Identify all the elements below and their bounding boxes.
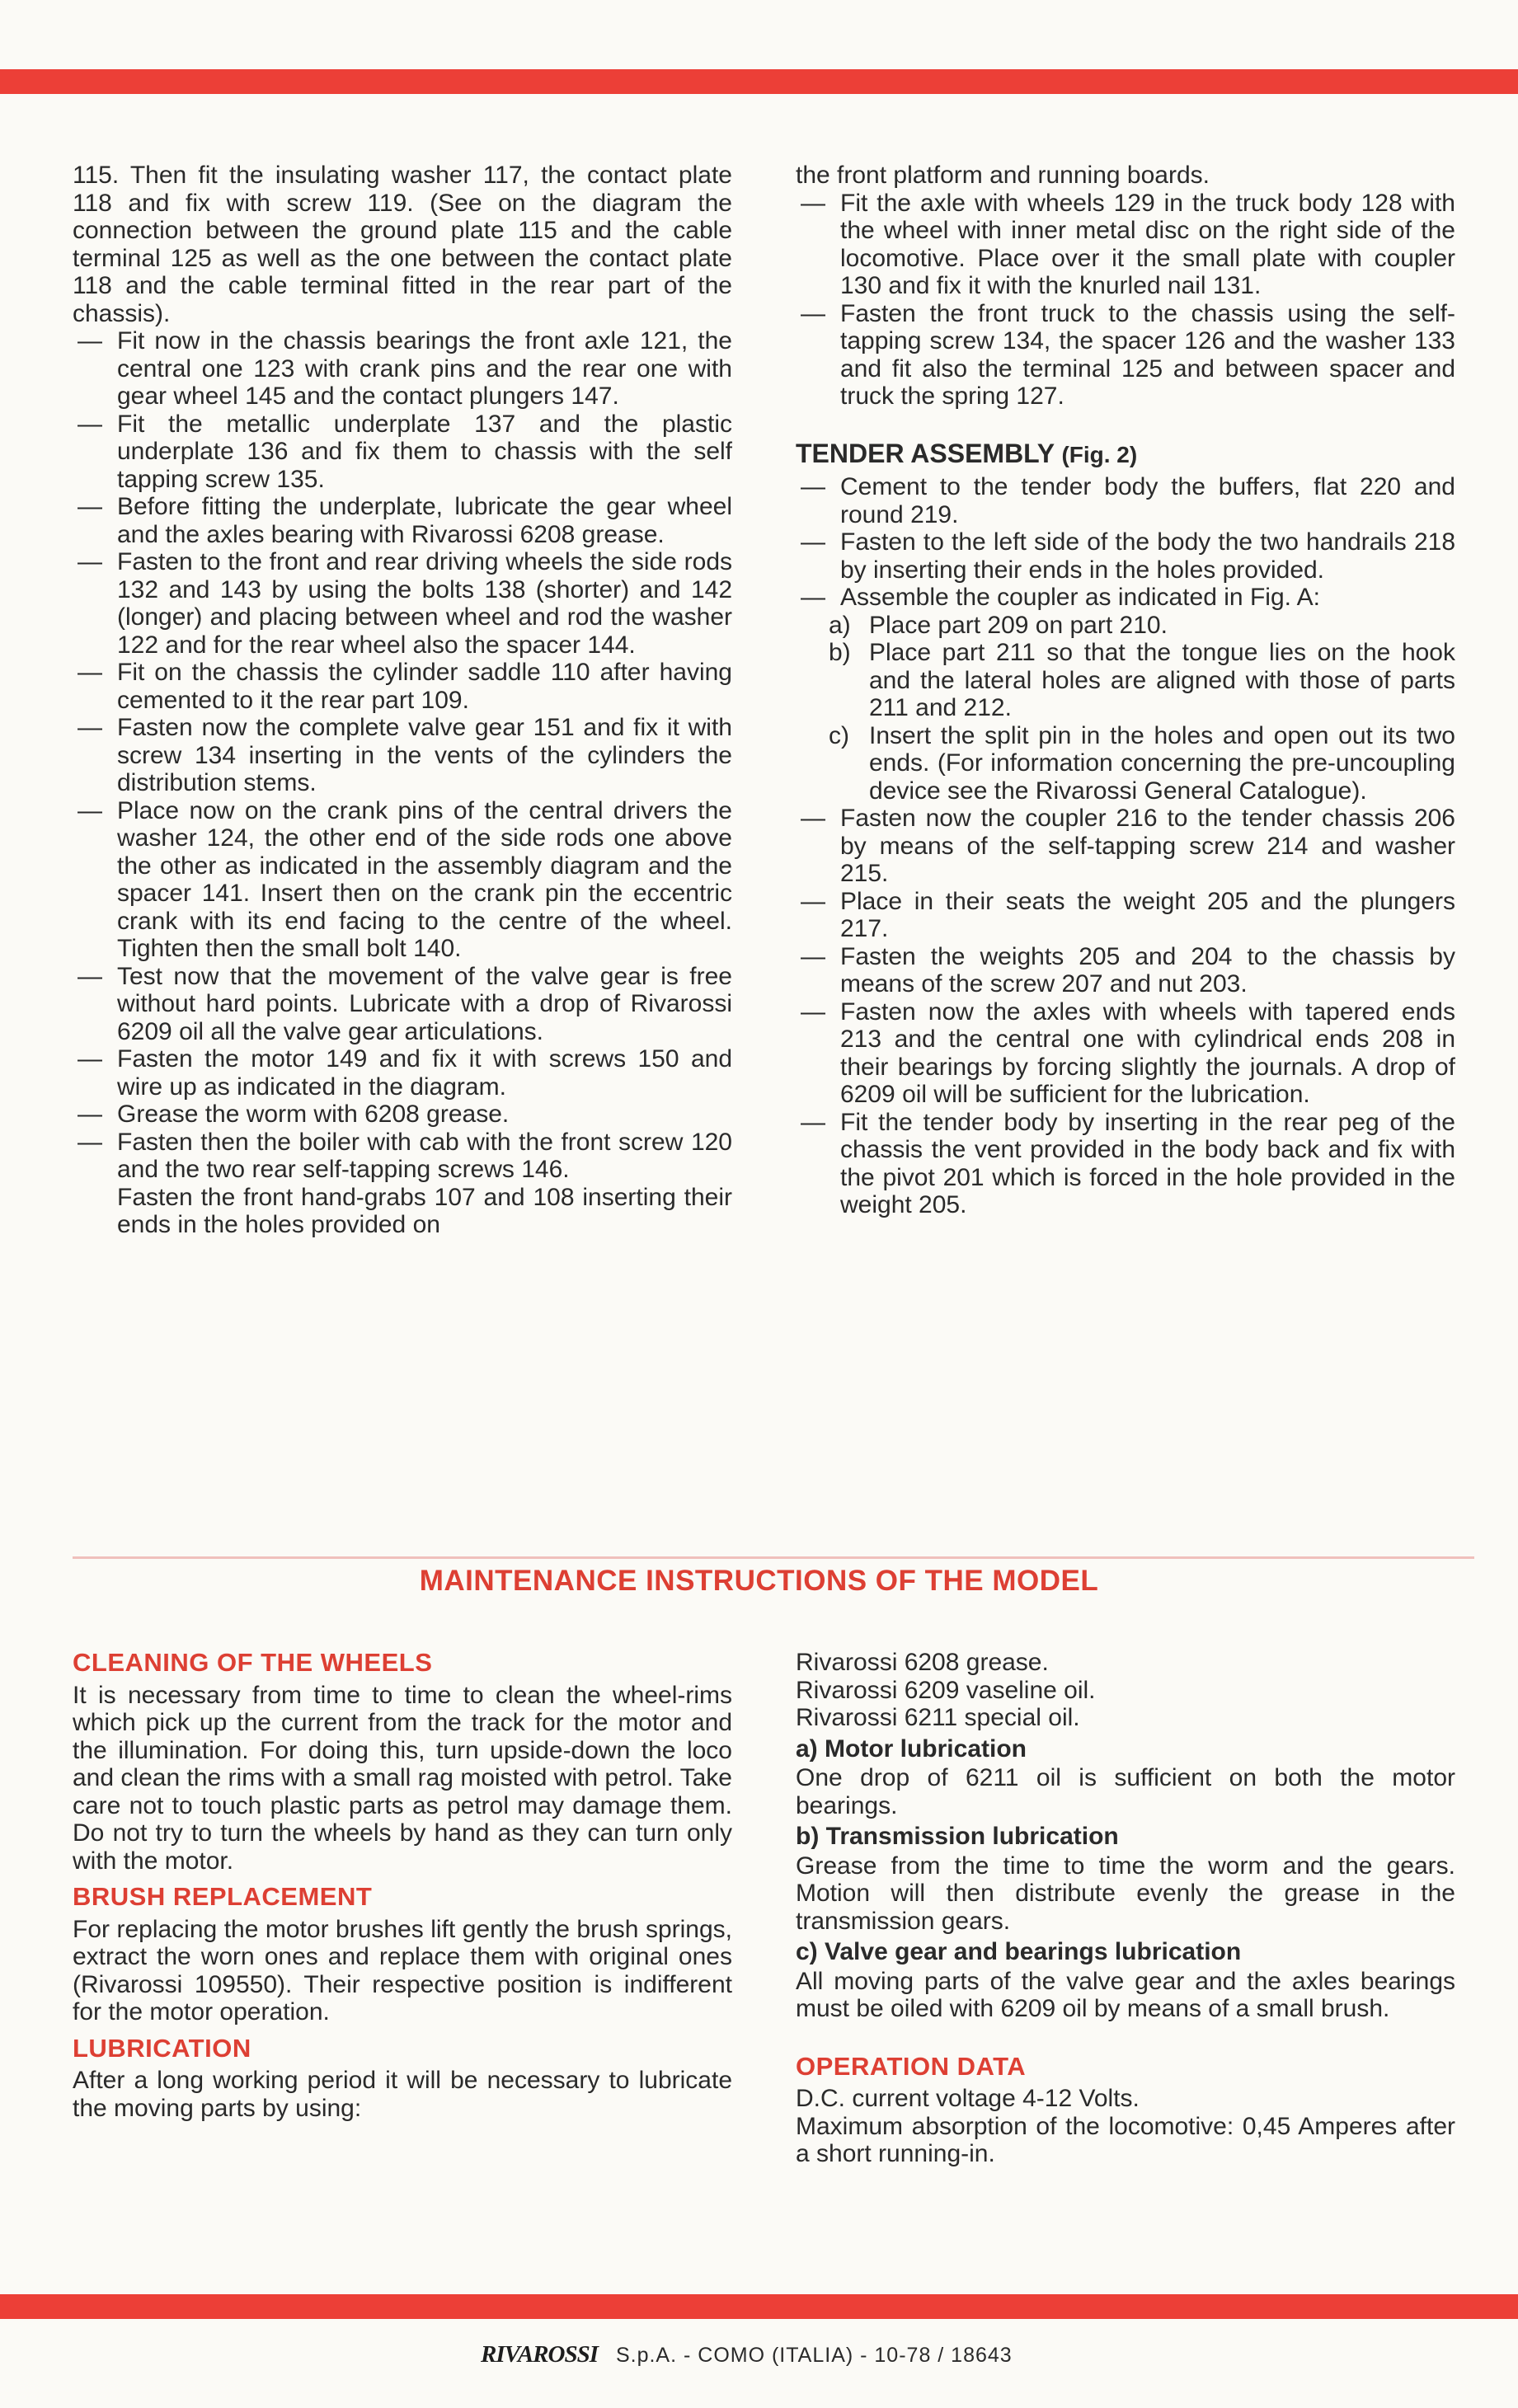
substep-text: Place part 209 on part 210. xyxy=(869,611,1168,639)
product-line-2: Rivarossi 6209 vaseline oil. xyxy=(796,1676,1096,1704)
list-dash: — xyxy=(801,887,825,915)
assembly-step-text: Fit the metallic underplate 137 and the plastic underplate 136 and fix them to chassis with the self tapping screw 135. xyxy=(117,410,732,493)
tender-step xyxy=(796,888,1455,943)
list-dash: — xyxy=(78,796,102,824)
maintenance-right-column xyxy=(796,1649,1455,2168)
tender-step xyxy=(796,473,1455,528)
assembly-list-right xyxy=(796,190,1455,411)
list-dash: — xyxy=(801,528,825,556)
coupler-substep xyxy=(796,639,1455,722)
list-dash: — xyxy=(78,548,102,575)
lubrication-text: After a long working period it will be necessary to lubricate the moving parts by using: xyxy=(73,2067,732,2122)
assembly-step-text: Fit the axle with wheels 129 in the truck body 128 with the wheel with inner metal disc on the right side of the locomotive. Place over it the small plate with coupler 130 and fix it with the knurled nail 131. xyxy=(840,189,1455,299)
list-dash: — xyxy=(78,962,102,990)
list-dash: — xyxy=(78,1101,102,1128)
list-dash: — xyxy=(78,659,102,686)
list-dash: — xyxy=(801,473,825,500)
tender-step-text: Fit the tender body by inserting in the rear peg of the chassis the vent provided in the body back and fix with the pivot 201 which is forced in the hole provided in the weight 205. xyxy=(840,1108,1455,1218)
valve-lubrication-text: All moving parts of the valve gear and the axles bearings must be oiled with 6209 oil by means of a small brush. xyxy=(796,1967,1455,2022)
list-dash: — xyxy=(801,997,825,1026)
tender-heading-text: TENDER ASSEMBLY xyxy=(796,438,1055,468)
assembly-step xyxy=(73,1129,732,1184)
tender-list-b xyxy=(796,805,1455,1219)
list-dash: — xyxy=(78,1045,102,1073)
assembly-step xyxy=(796,300,1455,411)
assembly-left-column xyxy=(73,162,732,1239)
list-dash: — xyxy=(801,584,825,611)
tender-step-text: Place in their seats the weight 205 and the plungers 217. xyxy=(840,887,1455,942)
assembly-step-text: Place now on the crank pins of the central drivers the washer 124, the other end of the side rods one above the other as indicated in the assembly diagram and the spacer 141. Insert then on the crank pin the eccentric crank with its end facing to the centre of the wheel. Tighten then the small bolt 140. xyxy=(117,796,732,962)
assembly-step-text: Grease the worm with 6208 grease. xyxy=(117,1101,510,1128)
tender-step-text: Fasten the weights 205 and 204 to the chassis by means of the screw 207 and nut 203. xyxy=(840,942,1455,997)
maintenance-left-column xyxy=(73,1649,732,2122)
cleaning-heading: CLEANING OF THE WHEELS xyxy=(73,1648,433,1677)
motor-lubrication-heading: a) Motor lubrication xyxy=(796,1734,1027,1763)
maintenance-title: MAINTENANCE INSTRUCTIONS OF THE MODEL xyxy=(419,1565,1099,1597)
tender-list-a xyxy=(796,473,1455,612)
list-dash: — xyxy=(801,1108,825,1136)
tender-step-text: Fasten now the coupler 216 to the tender chassis 206 by means of the self-tapping screw 214 and washer 215. xyxy=(840,805,1455,887)
assembly-continuation: the front platform and running boards. xyxy=(796,162,1210,189)
tender-heading-fig: (Fig. 2) xyxy=(1061,441,1138,467)
assembly-step-text: Fasten the front truck to the chassis using the self-tapping screw 134, the spacer 126 and the washer 133 and fit also the terminal 125 and between spacer and truck the spring 127. xyxy=(840,299,1455,410)
assembly-step-text: Fasten then the boiler with cab with the front screw 120 and the two rear self-tapping screws 146. xyxy=(117,1128,732,1183)
assembly-step-text: Before fitting the underplate, lubricate the gear wheel and the axles bearing with Rivarossi 6208 grease. xyxy=(117,493,732,548)
assembly-step xyxy=(796,190,1455,300)
list-dash: — xyxy=(78,410,102,438)
tender-step-text: Fasten now the axles with wheels with tapered ends 213 and the central one with cylindrical ends 208 in their bearings by forcing slightly the journals. A drop of 6209 oil will be sufficient for the lubrication. xyxy=(840,997,1455,1108)
valve-lubrication-heading: c) Valve gear and bearings lubrication xyxy=(796,1938,1242,1965)
assembly-step xyxy=(73,493,732,548)
coupler-substep xyxy=(796,722,1455,805)
tender-step xyxy=(796,943,1455,998)
brush-heading: BRUSH REPLACEMENT xyxy=(73,1882,373,1911)
tender-step xyxy=(796,528,1455,584)
assembly-step-text: Fasten the motor 149 and fix it with screws 150 and wire up as indicated in the diagram. xyxy=(117,1045,732,1101)
assembly-step xyxy=(73,714,732,797)
bottom-red-band xyxy=(0,2294,1518,2319)
assembly-step xyxy=(73,1045,732,1101)
assembly-step xyxy=(73,659,732,714)
assembly-step xyxy=(73,1101,732,1129)
operation-line-1: D.C. current voltage 4-12 Volts. xyxy=(796,2085,1140,2112)
assembly-step xyxy=(73,797,732,963)
list-dash: — xyxy=(78,714,102,741)
tender-heading xyxy=(796,440,1455,469)
tender-step-text: Fasten to the left side of the body the two handrails 218 by inserting their ends in the holes provided. xyxy=(840,528,1455,584)
motor-lubrication-text: One drop of 6211 oil is sufficient on both the motor bearings. xyxy=(796,1764,1455,1819)
operation-heading: OPERATION DATA xyxy=(796,2051,1027,2081)
assembly-tail: Fasten the front hand-grabs 107 and 108 inserting their ends in the holes provided on xyxy=(117,1183,732,1238)
assembly-step xyxy=(73,327,732,411)
tender-step xyxy=(796,998,1455,1109)
assembly-step-text: Fasten now the complete valve gear 151 and fix it with screw 134 inserting in the vents of the cylinders the distribution stems. xyxy=(117,714,732,796)
assembly-intro: 115. Then fit the insulating washer 117, the contact plate 118 and fix with screw 119. (See on the diagram the connection between the ground plate 115 and the cable terminal 125 as well as the one between the contact plate 118 and the cable terminal fitted in the rear part of the chassis). xyxy=(73,162,732,327)
list-dash: — xyxy=(78,1128,102,1156)
assembly-step-text: Test now that the movement of the valve gear is free without hard points. Lubricate with a drop of Rivarossi 6209 oil all the valve gear articulations. xyxy=(117,962,732,1045)
cleaning-text: It is necessary from time to time to clean the wheel-rims which pick up the current from the track for the motor and the illumination. For doing this, turn upside-down the loco and clean the rims with a small rag moisted with petrol. Take care not to touch plastic parts as petrol may damage them. Do not try to turn the wheels by hand as they can turn only with the motor. xyxy=(73,1681,732,1875)
tender-step-text: Cement to the tender body the buffers, flat 220 and round 219. xyxy=(840,473,1455,528)
substep-text: Insert the split pin in the holes and open out its two ends. (For information concerning the pre-uncoupling device see the Rivarossi General Catalogue). xyxy=(869,721,1455,805)
list-dash: — xyxy=(78,493,102,520)
tender-step xyxy=(796,805,1455,888)
tender-step xyxy=(796,1109,1455,1219)
assembly-step-text: Fit on the chassis the cylinder saddle 110 after having cemented to it the rear part 109. xyxy=(117,659,732,714)
rivarossi-logo: RIVAROSSI xyxy=(481,2341,598,2368)
brush-text: For replacing the motor brushes lift gently the brush springs, extract the worn ones and replace them with original ones (Rivarossi 109550). Their respective position is indifferent for the motor operation. xyxy=(73,1915,732,2025)
footer-imprint: S.p.A. - COMO (ITALIA) - 10-78 / 18643 xyxy=(615,2344,1013,2367)
tender-step-text: Assemble the coupler as indicated in Fig. A: xyxy=(840,584,1320,611)
list-dash: — xyxy=(801,805,825,832)
assembly-step xyxy=(73,548,732,659)
substep-label: a) xyxy=(829,611,851,639)
product-line-3: Rivarossi 6211 special oil. xyxy=(796,1704,1080,1731)
lubrication-heading: LUBRICATION xyxy=(73,2033,251,2063)
assembly-list-left xyxy=(73,327,732,1184)
top-red-band xyxy=(0,69,1518,94)
assembly-step xyxy=(73,411,732,494)
assembly-step-text: Fit now in the chassis bearings the front axle 121, the central one 123 with crank pins and the rear one with gear wheel 145 and the contact plungers 147. xyxy=(117,327,732,410)
substep-text: Place part 211 so that the tongue lies on the hook and the lateral holes are aligned with those of parts 211 and 212. xyxy=(869,639,1455,721)
list-dash: — xyxy=(801,299,825,327)
product-line-1: Rivarossi 6208 grease. xyxy=(796,1649,1049,1676)
assembly-right-column xyxy=(796,162,1455,1219)
tender-step xyxy=(796,584,1455,612)
transmission-lubrication-text: Grease from the time to time the worm and the gears. Motion will then distribute evenly the grease in the transmission gears. xyxy=(796,1852,1455,1935)
assembly-step-text: Fasten to the front and rear driving wheels the side rods 132 and 143 by using the bolts 138 (shorter) and 142 (longer) and placing between wheel and rod the washer 122 and for the rear wheel also the spacer 144. xyxy=(117,548,732,659)
tender-coupler-steps xyxy=(796,612,1455,805)
list-dash: — xyxy=(801,942,825,970)
coupler-substep xyxy=(796,612,1455,640)
list-dash: — xyxy=(801,189,825,217)
operation-line-2: Maximum absorption of the locomotive: 0,45 Amperes after a short running-in. xyxy=(796,2112,1455,2167)
transmission-lubrication-heading: b) Transmission lubrication xyxy=(796,1823,1119,1850)
footer xyxy=(481,2341,1013,2368)
assembly-step xyxy=(73,963,732,1046)
substep-label: c) xyxy=(829,721,849,749)
list-dash: — xyxy=(78,327,102,354)
substep-label: b) xyxy=(829,639,851,666)
section-divider xyxy=(73,1556,1474,1559)
